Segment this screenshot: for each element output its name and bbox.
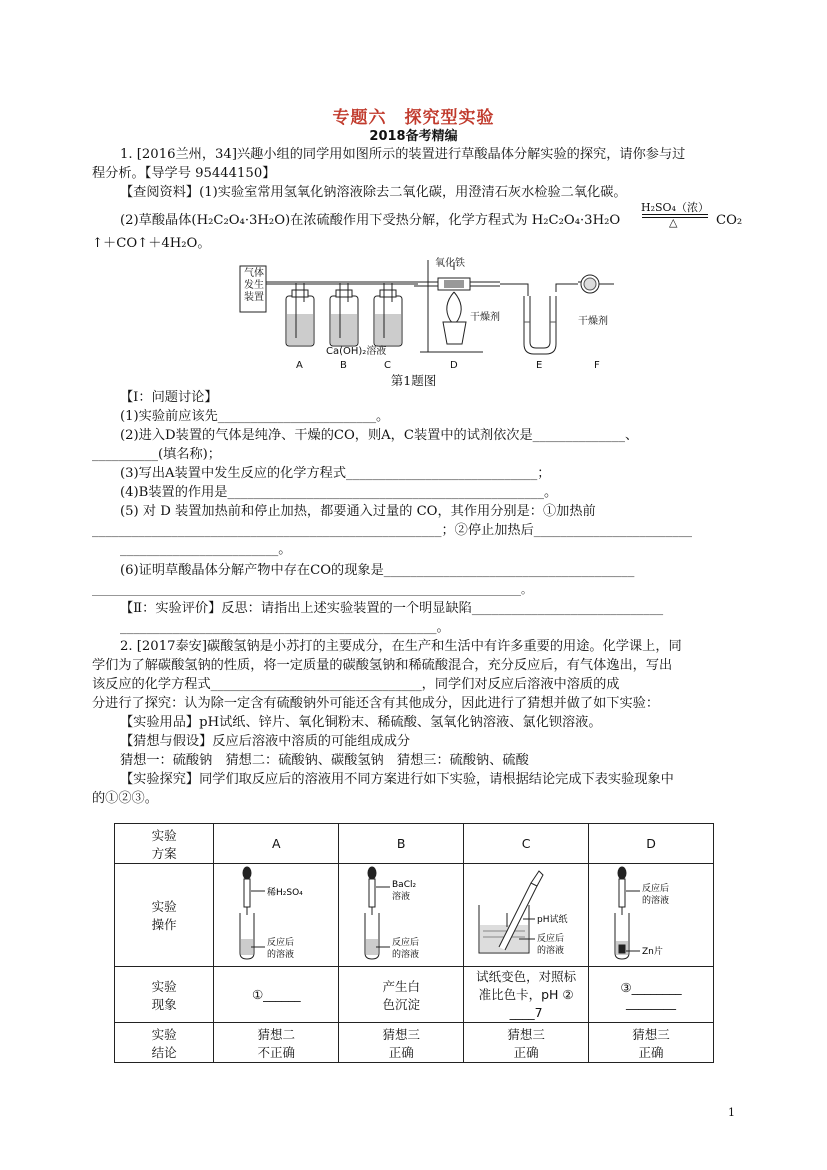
row-head-scheme: 实验 方案 bbox=[115, 824, 214, 864]
q1-sub6a: (6)证明草酸晶体分解产物中存在CO的现象是______________________________________ bbox=[120, 563, 635, 578]
q1-sub3: (3)写出A装置中发生反应的化学方程式_____________________________； bbox=[120, 466, 551, 481]
part2-line2: ________________________________________________。 bbox=[120, 620, 450, 635]
bottle-b bbox=[330, 283, 358, 346]
svg-text:BaCl₂: BaCl₂ bbox=[392, 879, 417, 890]
page-subtitle: 2018备考精编 bbox=[369, 129, 458, 144]
dropper-tube-b-drawing bbox=[346, 865, 456, 963]
row-head-conclusion: 实验 结论 bbox=[115, 1023, 214, 1063]
letter-e: E bbox=[536, 360, 543, 370]
part2-heading: 【Ⅱ：实验评价】反思：请指出上述实验装置的一个明显缺陷_____________________________ bbox=[120, 601, 664, 616]
svg-text:反应后: 反应后 bbox=[536, 933, 564, 944]
svg-text:溶液: 溶液 bbox=[392, 891, 411, 902]
q1-info1: 【查阅资料】(1)实验室常用氢氧化钠溶液除去二氧化碳，用澄清石灰水检验二氧化碳。 bbox=[120, 185, 627, 200]
svg-text:稀H₂SO₄: 稀H₂SO₄ bbox=[267, 887, 304, 898]
col-head-b: B bbox=[339, 824, 464, 864]
svg-text:的溶液: 的溶液 bbox=[642, 895, 670, 906]
svg-text:的溶液: 的溶液 bbox=[267, 949, 295, 960]
bottle-c bbox=[374, 283, 402, 346]
col-head-c: C bbox=[464, 824, 589, 864]
beaker-ph-drawing bbox=[469, 865, 584, 963]
row-head-phenomenon: 实验 现象 bbox=[115, 967, 214, 1023]
reaction-condition-top: H₂SO₄（浓） bbox=[641, 201, 709, 214]
q1-line2: 程分析。【导学号 95444150】 bbox=[92, 166, 276, 181]
part1-heading: 【Ⅰ：问题讨论】 bbox=[120, 390, 218, 405]
q1-info2c: ↑＋CO↑＋4H₂O。 bbox=[92, 236, 211, 251]
q2-line6: 【猜想与假设】反应后溶液中溶质的可能组成成分 bbox=[120, 734, 411, 749]
q1-info2b: CO₂ bbox=[716, 213, 743, 228]
oxide-label: 氧化铁 bbox=[435, 258, 465, 269]
q2-line7: 猜想一：硫酸钠 猜想二：硫酸钠、碳酸氢钠 猜想三：硫酸钠、硫酸 bbox=[120, 753, 529, 768]
phenomenon-a: ①______ bbox=[214, 967, 339, 1023]
table-row-phenomenon bbox=[115, 967, 714, 1023]
letter-a: A bbox=[296, 360, 303, 370]
phenomenon-b: 产生白 色沉淀 bbox=[339, 967, 464, 1023]
figure-caption: 第1题图 bbox=[390, 373, 437, 388]
q1-sub5a: (5) 对 D 装置加热前和停止加热，都要通入过量的 CO，其作用分别是：①加热前 bbox=[120, 504, 596, 519]
dropper-tube-d-drawing bbox=[596, 865, 706, 963]
q1-sub2a: (2)进入D装置的气体是纯净、干燥的CO，则A，C装置中的试剂依次是______________、 bbox=[120, 428, 639, 443]
q1-sub1: (1)实验前应该先________________________。 bbox=[120, 409, 390, 424]
u-tube-e bbox=[500, 284, 578, 354]
gen-label-line1: 气体 bbox=[244, 268, 264, 279]
svg-text:pH试纸: pH试纸 bbox=[536, 914, 568, 925]
svg-text:的溶液: 的溶液 bbox=[536, 945, 564, 956]
q1-sub5b: _____________________________________________________；②停止加热后________________________ bbox=[92, 523, 693, 538]
heated-tube-d bbox=[414, 260, 500, 352]
q2-line4: 分进行了探究：认为除一定含有硫酸钠外可能还含有其他成分，因此进行了猜想并做了如下实验： bbox=[92, 696, 660, 711]
q2-line1: 2. [2017泰安]碳酸氢钠是小苏打的主要成分，在生产和生活中有许多重要的用途。化学课上，同 bbox=[120, 639, 682, 654]
q2-line2: 学们为了解碳酸氢钠的性质，将一定质量的碳酸氢钠和稀硫酸混合，充分反应后，有气体逸出，写出 bbox=[92, 658, 673, 673]
col-head-d: D bbox=[589, 824, 714, 864]
q1-sub2b: __________(填名称)； bbox=[92, 447, 221, 462]
svg-text:Zn片: Zn片 bbox=[642, 946, 663, 957]
table-row-operation bbox=[115, 864, 714, 967]
drying-tube-f bbox=[578, 275, 614, 293]
q2-line3: 该反应的化学方程式________________________________，同学们对反应后溶液中溶质的成 bbox=[92, 677, 620, 692]
q1-info2a: (2)草酸晶体(H₂C₂O₄·3H₂O)在浓硫酸作用下受热分解，化学方程式为 H₂C₂O₄·3H₂O bbox=[120, 213, 621, 228]
q1-line1: 1. [2016兰州，34]兴趣小组的同学用如图所示的装置进行草酸晶体分解实验的探究，请你参与过 bbox=[120, 147, 686, 162]
q2-line9: 的①②③。 bbox=[92, 791, 158, 806]
conclusion-c: 猜想三 正确 bbox=[464, 1023, 589, 1063]
bottle-a bbox=[286, 283, 314, 346]
conclusion-d: 猜想三 正确 bbox=[589, 1023, 714, 1063]
table-row-scheme bbox=[115, 824, 714, 864]
col-head-a: A bbox=[214, 824, 339, 864]
q2-line5: 【实验用品】pH试纸、锌片、氧化铜粉末、稀硫酸、氢氧化钠溶液、氯化钡溶液。 bbox=[120, 715, 602, 730]
caoh2-label: Ca(OH)₂溶液 bbox=[326, 346, 387, 357]
q2-line8: 【实验探究】同学们取反应后的溶液用不同方案进行如下实验，请根据结论完成下表实验现象中 bbox=[120, 772, 674, 787]
q1-sub5c: ________________________。 bbox=[120, 542, 292, 557]
phenomenon-d: ③________ ________ bbox=[589, 967, 714, 1023]
q1-sub4: (4)B装置的作用是________________________________________________。 bbox=[120, 485, 558, 500]
conclusion-a: 猜想二 不正确 bbox=[214, 1023, 339, 1063]
row-head-operation: 实验 操作 bbox=[115, 864, 214, 967]
dropper-tube-a-drawing bbox=[221, 865, 331, 963]
dry-label-e: 干燥剂 bbox=[470, 312, 500, 323]
page-number: 1 bbox=[728, 1106, 735, 1119]
svg-text:反应后: 反应后 bbox=[267, 937, 295, 948]
svg-text:反应后: 反应后 bbox=[392, 937, 420, 948]
gen-label-line3: 装置 bbox=[244, 292, 264, 303]
operation-c bbox=[464, 864, 589, 967]
apparatus-figure bbox=[238, 252, 618, 370]
gen-label-line2: 发生 bbox=[244, 280, 264, 291]
experiment-table bbox=[114, 823, 714, 1063]
operation-d bbox=[589, 864, 714, 967]
phenomenon-c: 试纸变色，对照标 准比色卡，pH ② ____7 bbox=[464, 967, 589, 1023]
reaction-arrow-line1 bbox=[642, 214, 708, 215]
svg-text:反应后: 反应后 bbox=[642, 883, 670, 894]
operation-b bbox=[339, 864, 464, 967]
reaction-condition-bottom: △ bbox=[669, 216, 678, 229]
letter-b: B bbox=[340, 360, 347, 370]
table-row-conclusion bbox=[115, 1023, 714, 1063]
operation-a bbox=[214, 864, 339, 967]
dry-label-f: 干燥剂 bbox=[578, 316, 608, 327]
letter-f: F bbox=[594, 360, 600, 370]
q1-sub6b: ______________________________________________________________________________。 bbox=[92, 583, 532, 596]
conclusion-b: 猜想三 正确 bbox=[339, 1023, 464, 1063]
svg-text:的溶液: 的溶液 bbox=[392, 949, 420, 960]
letter-d: D bbox=[450, 360, 458, 370]
letter-c: C bbox=[384, 360, 391, 370]
page-title: 专题六 探究型实验 bbox=[332, 108, 495, 128]
